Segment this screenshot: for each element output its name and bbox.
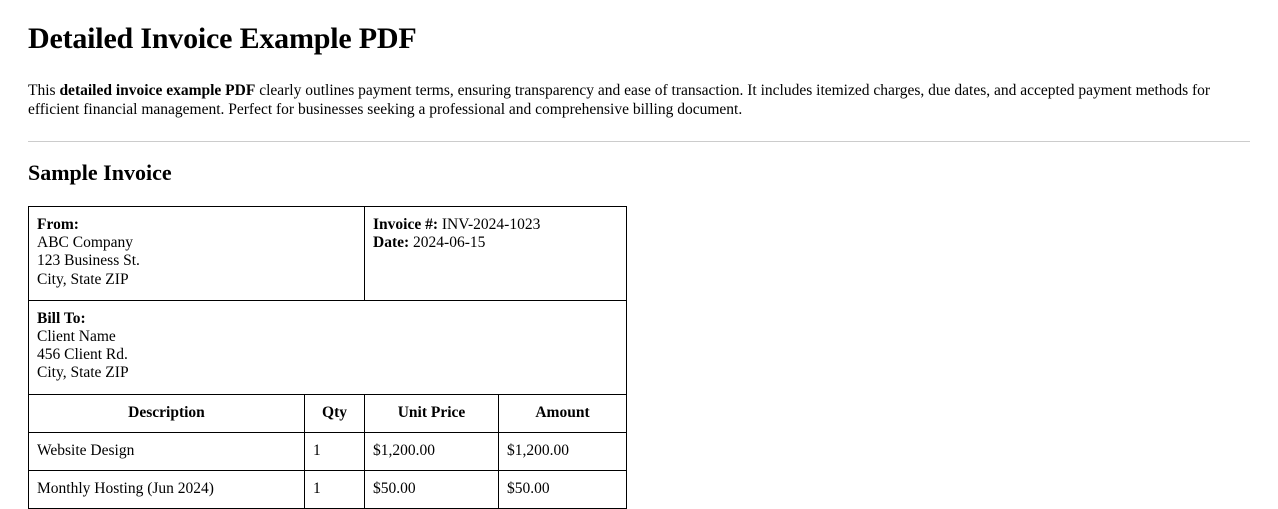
- bill-to-label: Bill To:: [37, 309, 86, 327]
- invoice-number-label: Invoice #:: [373, 216, 439, 233]
- intro-rest: clearly outlines payment terms, ensuring transparency and ease of transaction. It includes itemized charges, due dates, and accepted payment methods for efficient financial management. Perfect for businesses seeking a professional and comprehensive billing document.: [28, 82, 1211, 118]
- intro-paragraph: [28, 82, 1250, 119]
- divider: [28, 141, 1250, 142]
- row-0-description: Website Design: [29, 432, 305, 470]
- from-label: From:: [37, 216, 79, 233]
- invoice-table: [28, 206, 627, 509]
- bill-to-line-1: Client Name: [37, 328, 116, 346]
- from-line-2: 123 Business St.: [37, 252, 140, 270]
- bill-to-row: [29, 300, 627, 394]
- bill-to-line-3: City, State ZIP: [37, 364, 129, 382]
- bill-to-block: [29, 300, 627, 394]
- from-line-3: City, State ZIP: [37, 270, 129, 288]
- invoice-date-label: Date:: [373, 234, 410, 252]
- column-header-description: Description: [29, 394, 305, 432]
- intro-bold-phrase: detailed invoice example PDF: [59, 82, 256, 99]
- page-title: Detailed Invoice Example PDF: [28, 22, 417, 55]
- invoice-meta-block: [365, 207, 627, 301]
- table-column-header-row: [29, 394, 627, 432]
- invoice-number-line: [373, 216, 626, 234]
- section-title: Sample Invoice: [28, 160, 172, 185]
- table-row: [29, 471, 627, 509]
- invoice-date-line: [373, 234, 626, 252]
- row-0-amount: $1,200.00: [499, 432, 627, 470]
- intro-lead: This: [28, 82, 60, 99]
- row-0-unit-price: $1,200.00: [365, 432, 499, 470]
- invoice-header-row: [29, 207, 627, 301]
- row-1-description: Monthly Hosting (Jun 2024): [29, 471, 305, 509]
- bill-to-line-2: 456 Client Rd.: [37, 346, 128, 364]
- table-row: [29, 432, 627, 470]
- row-1-unit-price: $50.00: [365, 471, 499, 509]
- row-1-amount: $50.00: [499, 471, 627, 509]
- column-header-unit-price: Unit Price: [365, 394, 499, 432]
- column-header-qty: Qty: [305, 394, 365, 432]
- row-0-qty: 1: [305, 432, 365, 470]
- column-header-amount: Amount: [499, 394, 627, 432]
- invoice-date-value: 2024-06-15: [413, 234, 486, 252]
- from-block: [29, 207, 365, 301]
- invoice-number-value: INV-2024-1023: [441, 216, 541, 233]
- from-line-1: ABC Company: [37, 234, 134, 252]
- row-1-qty: 1: [305, 471, 365, 509]
